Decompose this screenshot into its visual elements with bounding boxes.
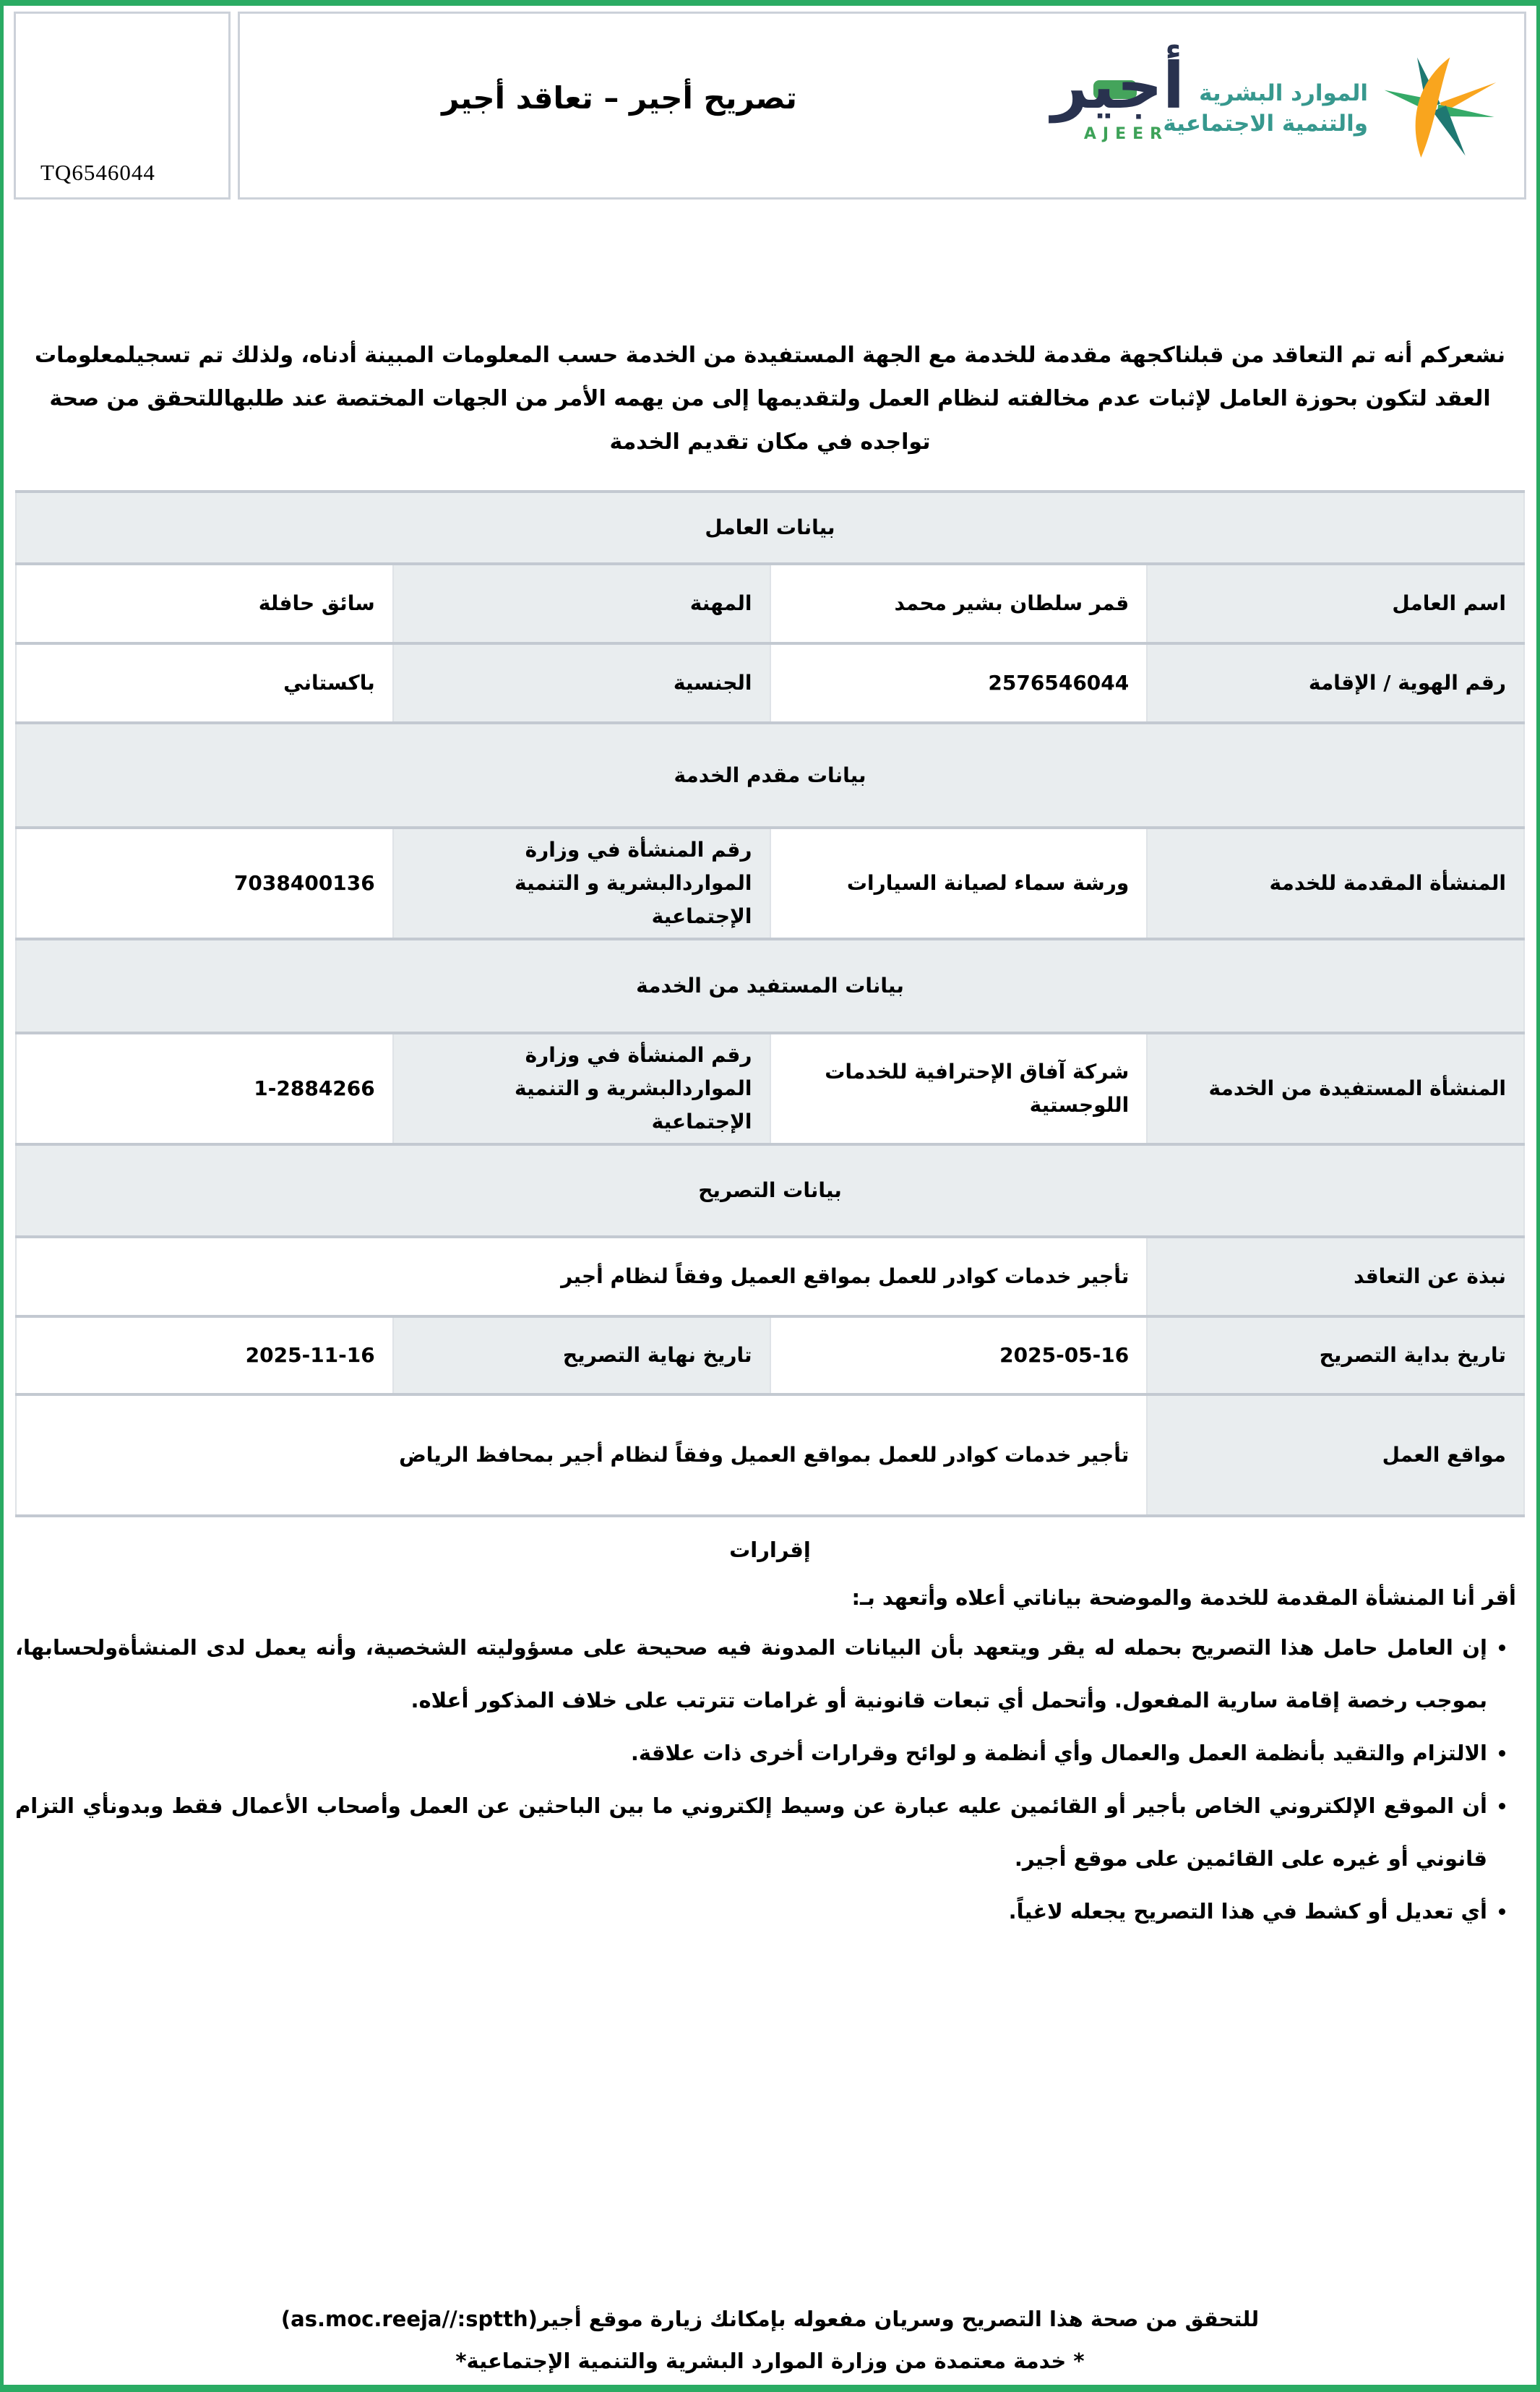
field-value-nationality: باكستاني: [16, 643, 393, 723]
ministry-logo: [1163, 54, 1498, 163]
section-row-beneficiary: [16, 939, 1524, 1033]
section-title-permit: بيانات التصريح: [16, 1144, 1524, 1237]
section-row-worker: [16, 492, 1524, 564]
document-body: [15, 334, 1525, 1938]
declaration-item: • الالتزام والتقيد بأنظمة العمل والعمال وأي أنظمة و لوائح وقرارات أخرى ذات علاقة.: [15, 1727, 1487, 1780]
section-title-provider: بيانات مقدم الخدمة: [16, 723, 1524, 828]
table-row: [16, 1394, 1524, 1516]
declaration-item: • أي تعديل أو كشط في هذا التصريح يجعله لاغياً.: [15, 1885, 1487, 1938]
section-row-provider: [16, 723, 1524, 828]
field-label-profession: المهنة: [393, 564, 770, 643]
field-value-beneficiary-number: 1-2884266: [16, 1033, 393, 1144]
table-row: [16, 828, 1524, 939]
section-title-worker: بيانات العامل: [16, 492, 1524, 564]
permit-number-box: [14, 12, 231, 200]
ministry-palm-emblem-icon: [1382, 54, 1498, 163]
title-logo-box: [238, 12, 1526, 200]
table-row: [16, 1237, 1524, 1316]
field-value-beneficiary-name: شركة آفاق الإحترافية للخدمات اللوجستية: [770, 1033, 1148, 1144]
field-value-provider-number: 7038400136: [16, 828, 393, 939]
field-label-beneficiary-name: المنشأة المستفيدة من الخدمة: [1147, 1033, 1524, 1144]
ministry-name-line1: الموارد البشرية: [1199, 80, 1368, 106]
ajeer-logo-latin-wordmark: AJEER: [1083, 125, 1169, 143]
intro-paragraph: نشعركم أنه تم التعاقد من قبلناكجهة مقدمة للخدمة مع الجهة المستفيدة من الخدمة حسب المعلومات المبينة أدناه، ولذلك تم تسجيلمعلومات العقد لتكون بحوزة العامل لإثبات عدم مخالفته لنظام العمل ولتقديمها إلى من يهمه الأمر من الجهات المختصة عند طلبهاللتحقق من صحة تواجده في مكان تقديم الخدمة: [34, 343, 1506, 455]
field-value-contract-summary: تأجير خدمات كوادر للعمل بمواقع العميل وفقاً لنظام أجير: [16, 1237, 1147, 1316]
ministry-name-line2: والتنمية الاجتماعية: [1163, 111, 1368, 137]
ministry-logo-text: [1163, 78, 1368, 139]
field-value-start-date: 2025-05-16: [770, 1316, 1148, 1394]
field-label-beneficiary-number: رقم المنشأة في وزارة المواردالبشرية و التنمية الإجتماعية: [393, 1033, 770, 1144]
section-row-permit: [16, 1144, 1524, 1237]
document-title: تصريح أجير – تعاقد أجير: [442, 80, 797, 116]
ajeer-logo-arabic-wordmark: أجير: [1051, 48, 1184, 123]
document-header: [14, 12, 1526, 200]
table-row: [16, 643, 1524, 723]
permit-number: TQ6546044: [40, 160, 155, 185]
field-label-provider-name: المنشأة المقدمة للخدمة: [1147, 828, 1524, 939]
field-value-worker-name: قمر سلطان بشير محمد: [770, 564, 1148, 643]
table-row: [16, 1033, 1524, 1144]
field-label-contract-summary: نبذة عن التعاقد: [1147, 1237, 1524, 1316]
approved-service-note: * خدمة معتمدة من وزارة الموارد البشرية والتنمية الإجتماعية*: [455, 2349, 1085, 2373]
field-label-provider-number: رقم المنشأة في وزارة المواردالبشرية و التنمية الإجتماعية: [393, 828, 770, 939]
declaration-item: • إن العامل حامل هذا التصريح بحمله له يقر ويتعهد بأن البيانات المدونة فيه صحيحة على مسؤوليته الشخصية، وأنه يعمل لدى المنشأةولحسابها، بموجب رخصة إقامة سارية المفعول. وأتحمل أي تبعات قانونية أو غرامات تترتب على خلاف المذكور أعلاه.: [15, 1621, 1487, 1727]
field-label-work-locations: مواقع العمل: [1147, 1394, 1524, 1516]
field-value-provider-name: ورشة سماء لصيانة السيارات: [770, 828, 1148, 939]
field-value-work-locations: تأجير خدمات كوادر للعمل بمواقع العميل وفقاً لنظام أجير بمحافظ الرياض: [16, 1394, 1147, 1516]
declaration-item: • أن الموقع الإلكتروني الخاص بأجير أو القائمين عليه عبارة عن وسيط إلكتروني ما بين الباحثين عن العمل وأصحاب الأعمال فقط وبدونأي التزام قانوني أو غيره على القائمين على موقع أجير.: [15, 1780, 1487, 1885]
field-value-profession: سائق حافلة: [16, 564, 393, 643]
table-row: [16, 564, 1524, 643]
section-title-beneficiary: بيانات المستفيد من الخدمة: [16, 939, 1524, 1033]
verification-note: للتحقق من صحة هذا التصريح وسريان مفعوله بإمكانك زيارة موقع أجير(as.moc.reeja//:sptth): [280, 2307, 1260, 2331]
field-label-start-date: تاريخ بداية التصريح: [1147, 1316, 1524, 1394]
field-label-id-number: رقم الهوية / الإقامة: [1147, 643, 1524, 723]
field-label-end-date: تاريخ نهاية التصريح: [393, 1316, 770, 1394]
field-label-worker-name: اسم العامل: [1147, 564, 1524, 643]
declarations-list: [15, 1621, 1525, 1938]
table-row: [16, 1316, 1524, 1394]
field-value-end-date: 2025-11-16: [16, 1316, 393, 1394]
declarations-intro: أقر أنا المنشأة المقدمة للخدمة والموضحة بياناتي أعلاه وأتعهد بـ:: [851, 1585, 1516, 1610]
field-value-id-number: 2576546044: [770, 643, 1148, 723]
declarations-title: إقرارات: [729, 1538, 811, 1562]
permit-table: [15, 490, 1525, 1517]
document-footer: [4, 2307, 1536, 2373]
field-label-nationality: الجنسية: [393, 643, 770, 723]
